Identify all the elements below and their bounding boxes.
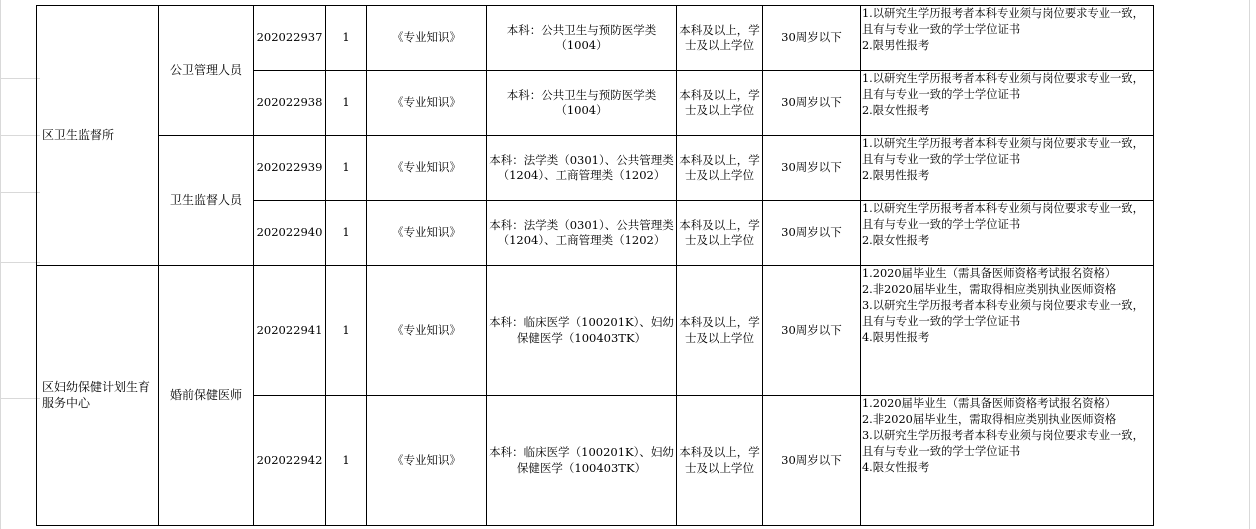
- notes-cell: [861, 266, 1154, 396]
- table-row: [37, 6, 1154, 71]
- exam-subject-cell: 《专业知识》: [367, 201, 487, 266]
- note-line: 1.以研究生学历报考者本科专业须与岗位要求专业一致，且有与专业一致的学士学位证书: [862, 72, 1144, 101]
- age-requirement-cell: 30周岁以下: [763, 136, 861, 201]
- education-requirement-cell: 本科及以上，学士及以上学位: [677, 71, 763, 136]
- headcount-cell: 1: [326, 136, 367, 201]
- exam-subject-cell: 《专业知识》: [367, 71, 487, 136]
- sheet-gridline: [0, 262, 40, 263]
- major-requirement-cell: 本科：法学类（0301）、公共管理类（1204）、工商管理类（1202）: [487, 136, 677, 201]
- sheet-gridline: [1249, 0, 1250, 529]
- notes-cell: [861, 396, 1154, 526]
- major-requirement-cell: 本科：法学类（0301）、公共管理类（1204）、工商管理类（1202）: [487, 201, 677, 266]
- table-body: [37, 6, 1154, 526]
- education-requirement-cell: 本科及以上，学士及以上学位: [677, 136, 763, 201]
- unit-name-cell: 区妇幼保健计划生育服务中心: [37, 266, 159, 526]
- note-line: 4.限男性报考: [862, 331, 930, 344]
- sheet-gridline: [0, 192, 40, 193]
- sheet-gridline: [0, 135, 40, 136]
- age-requirement-cell: 30周岁以下: [763, 201, 861, 266]
- headcount-cell: 1: [326, 266, 367, 396]
- major-requirement-cell: 本科：公共卫生与预防医学类（1004）: [487, 71, 677, 136]
- age-requirement-cell: 30周岁以下: [763, 71, 861, 136]
- notes-cell: [861, 201, 1154, 266]
- position-title-cell: 卫生监督人员: [159, 136, 254, 266]
- exam-subject-cell: 《专业知识》: [367, 136, 487, 201]
- note-line: 1.以研究生学历报考者本科专业须与岗位要求专业一致，且有与专业一致的学士学位证书: [862, 7, 1144, 36]
- position-title-cell: 婚前保健医师: [159, 266, 254, 526]
- age-requirement-cell: 30周岁以下: [763, 396, 861, 526]
- sheet-gridline: [0, 0, 1, 529]
- major-requirement-cell: 本科：公共卫生与预防医学类（1004）: [487, 6, 677, 71]
- major-requirement-cell: 本科：临床医学（100201K）、妇幼保健医学（100403TK）: [487, 266, 677, 396]
- age-requirement-cell: 30周岁以下: [763, 266, 861, 396]
- recruitment-table: [36, 5, 1154, 526]
- note-line: 2.限女性报考: [862, 104, 930, 117]
- note-line: 2.限男性报考: [862, 169, 930, 182]
- position-code-cell: 202022938: [254, 71, 326, 136]
- note-line: 1.以研究生学历报考者本科专业须与岗位要求专业一致，且有与专业一致的学士学位证书: [862, 202, 1144, 231]
- position-title-cell: 公卫管理人员: [159, 6, 254, 136]
- note-line: 1.2020届毕业生（需具备医师资格考试报名资格）: [862, 397, 1117, 410]
- note-line: 2.限女性报考: [862, 234, 930, 247]
- education-requirement-cell: 本科及以上，学士及以上学位: [677, 6, 763, 71]
- note-line: 4.限女性报考: [862, 461, 930, 474]
- note-line: 1.2020届毕业生（需具备医师资格考试报名资格）: [862, 267, 1117, 280]
- unit-name-cell: 区卫生监督所: [37, 6, 159, 266]
- exam-subject-cell: 《专业知识》: [367, 396, 487, 526]
- position-code-cell: 202022941: [254, 266, 326, 396]
- headcount-cell: 1: [326, 201, 367, 266]
- note-line: 3.以研究生学历报考者本科专业须与岗位要求专业一致，且有与专业一致的学士学位证书: [862, 299, 1144, 328]
- position-code-cell: 202022937: [254, 6, 326, 71]
- education-requirement-cell: 本科及以上，学士及以上学位: [677, 396, 763, 526]
- headcount-cell: 1: [326, 6, 367, 71]
- major-requirement-cell: 本科：临床医学（100201K）、妇幼保健医学（100403TK）: [487, 396, 677, 526]
- notes-cell: [861, 6, 1154, 71]
- notes-cell: [861, 136, 1154, 201]
- table-row: [37, 136, 1154, 201]
- sheet-gridline: [0, 398, 40, 399]
- exam-subject-cell: 《专业知识》: [367, 6, 487, 71]
- headcount-cell: 1: [326, 396, 367, 526]
- position-code-cell: 202022942: [254, 396, 326, 526]
- exam-subject-cell: 《专业知识》: [367, 266, 487, 396]
- note-line: 2.非2020届毕业生，需取得相应类别执业医师资格: [862, 413, 1117, 426]
- note-line: 2.限男性报考: [862, 39, 930, 52]
- note-line: 2.非2020届毕业生，需取得相应类别执业医师资格: [862, 283, 1117, 296]
- sheet-gridline: [0, 78, 40, 79]
- position-code-cell: 202022939: [254, 136, 326, 201]
- table-row: [37, 266, 1154, 396]
- age-requirement-cell: 30周岁以下: [763, 6, 861, 71]
- note-line: 3.以研究生学历报考者本科专业须与岗位要求专业一致，且有与专业一致的学士学位证书: [862, 429, 1144, 458]
- headcount-cell: 1: [326, 71, 367, 136]
- education-requirement-cell: 本科及以上，学士及以上学位: [677, 266, 763, 396]
- education-requirement-cell: 本科及以上，学士及以上学位: [677, 201, 763, 266]
- notes-cell: [861, 71, 1154, 136]
- position-code-cell: 202022940: [254, 201, 326, 266]
- note-line: 1.以研究生学历报考者本科专业须与岗位要求专业一致，且有与专业一致的学士学位证书: [862, 137, 1144, 166]
